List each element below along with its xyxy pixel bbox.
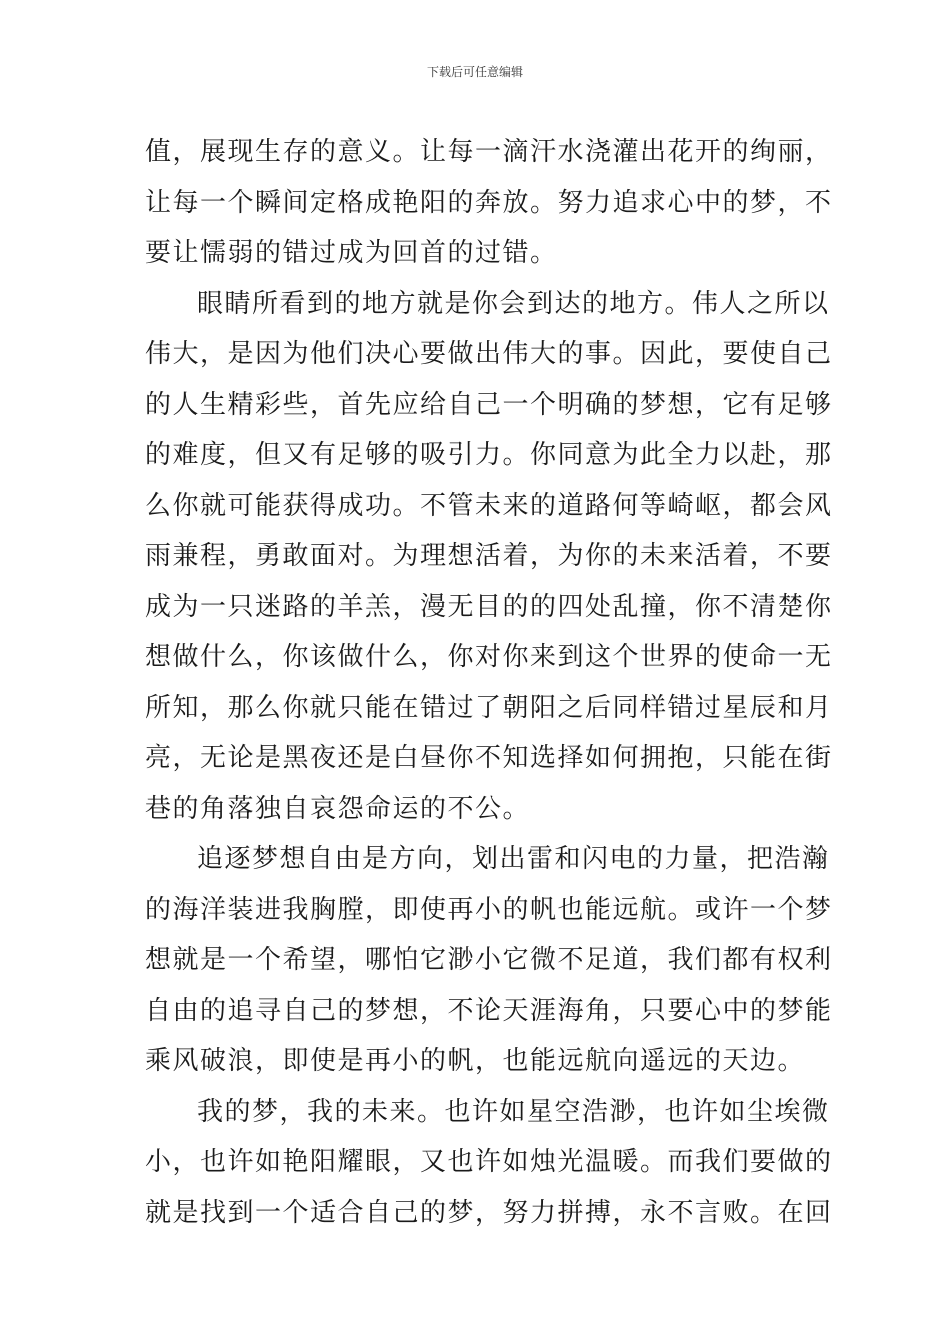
paragraph-eyes-and-dreams <box>145 279 833 835</box>
text-line: 眼睛所看到的地方就是你会到达的地方。伟人之所以 <box>197 288 830 319</box>
document-body <box>145 127 833 1238</box>
text-line: 小，也许如艳阳耀眼，又也许如烛光温暖。而我们要做的 <box>145 1147 833 1177</box>
text-line: 的难度，但又有足够的吸引力。你同意为此全力以赴，那 <box>145 440 833 470</box>
text-line: 让每一个瞬间定格成艳阳的奔放。努力追求心中的梦，不 <box>145 187 833 218</box>
text-line: 就是找到一个适合自己的梦，努力拼搏，永不言败。在回 <box>145 1197 833 1228</box>
text-line: 的人生精彩些，首先应给自己一个明确的梦想，它有足够 <box>145 389 833 420</box>
text-line: 雨兼程，勇敢面对。为理想活着，为你的未来活着，不要 <box>145 541 833 571</box>
text-line: 值，展现生存的意义。让每一滴汗水浇灌出花开的绚丽， <box>145 137 833 167</box>
text-line: 伟大，是因为他们决心要做出伟大的事。因此，要使自己 <box>145 339 833 369</box>
text-line: 想做什么，你该做什么，你对你来到这个世界的使命一无 <box>145 642 833 672</box>
paragraph-chasing-dreams <box>145 834 833 1087</box>
text-line: 追逐梦想自由是方向，划出雷和闪电的力量，把浩瀚 <box>197 844 830 874</box>
text-line: 成为一只迷路的羊羔，漫无目的的四处乱撞，你不清楚你 <box>145 591 833 622</box>
text-line: 的海洋装进我胸膛，即使再小的帆也能远航。或许一个梦 <box>145 894 833 925</box>
text-line: 乘风破浪，即使是再小的帆，也能远航向遥远的天边。 <box>145 1046 806 1076</box>
paragraph-my-dream <box>145 1087 833 1239</box>
text-line: 巷的角落独自哀怨命运的不公。 <box>145 793 531 824</box>
text-line: 我的梦，我的未来。也许如星空浩渺，也许如尘埃微 <box>197 1096 830 1127</box>
text-line: 所知，那么你就只能在错过了朝阳之后同样错过星辰和月 <box>145 692 833 723</box>
paragraph-continued <box>145 127 833 279</box>
text-line: 要让懦弱的错过成为回首的过错。 <box>145 238 558 268</box>
text-line: 么你就可能获得成功。不管未来的道路何等崎岖，都会风 <box>145 490 833 521</box>
text-line: 自由的追寻自己的梦想，不论天涯海角，只要心中的梦能 <box>145 995 833 1026</box>
page-header: 下载后可任意编辑 <box>426 65 523 79</box>
text-line: 想就是一个希望，哪怕它渺小它微不足道，我们都有权利 <box>145 945 833 975</box>
text-line: 亮，无论是黑夜还是白昼你不知选择如何拥抱，只能在街 <box>145 743 833 773</box>
